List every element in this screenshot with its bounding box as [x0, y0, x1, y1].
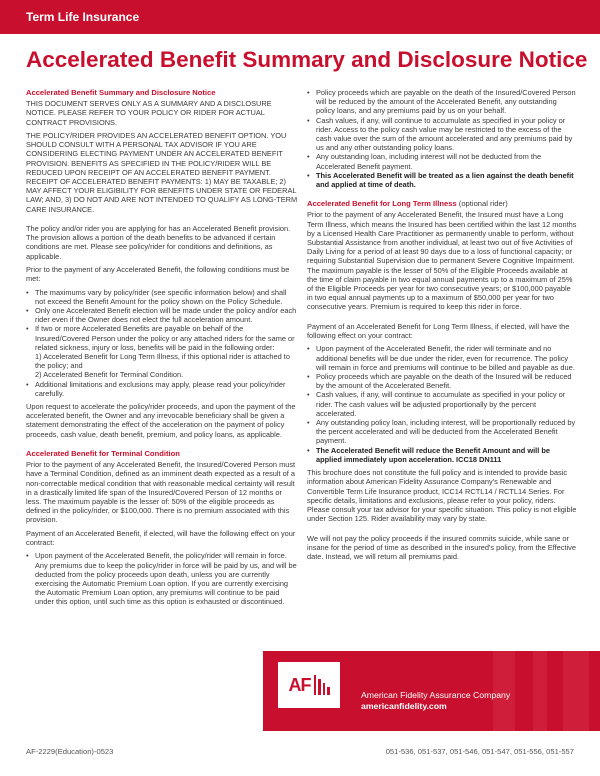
list-item: • Upon payment of the Accelerated Benefit, the policy/rider will remain in force. Any premiums due to keep the policy/rider in force will be paid by us, and will be deducted from the policy proceeds upon death, unless you are currently exercising the Automatic Premium Loan option. If you are currently exercising the Automatic Premium Loan option, any premiums will continue to be paid under this option, until such time as this option is exhausted or discontinued. — [26, 551, 298, 606]
company-name: American Fidelity Assurance Company — [361, 690, 511, 700]
long-term-heading-text: Accelerated Benefit for Long Term Illness — [307, 199, 457, 209]
company-logo — [278, 662, 340, 708]
list-item: • Only one Accelerated Benefit election will be made under the policy and/or each rider even if the Owner does not elect the full acceleration amount. — [26, 306, 298, 324]
banner-stripe — [533, 651, 547, 731]
list-item: • If two or more Accelerated Benefits are payable on behalf of the Insured/Covered Person under the policy or any attached riders for the same or related sickness, injury or loss, benefits will be paid in the following order: 1) Accelerated Benefit for Long Term Illness, if this optional rider is attached to the policy; and 2) Accelerated Benefit for Terminal Condition. — [26, 324, 298, 379]
brochure-paragraph: This brochure does not constitute the full policy and is intended to provide basic information about American Fidelity Assurance Company's Renewable and Convertible Term Life Insurance product, ICC14 RCTL14 / RCTL14 Series. For specific details, limitations and exclusions, please refer to your policy, riders. Please consult your tax advisor for your specific situation. This policy is not eligible under Section 125. Rider availability may vary by state. — [307, 468, 577, 524]
section-heading-summary: Accelerated Benefit Summary and Disclosure Notice — [26, 88, 216, 97]
list-item: • Any outstanding policy loan, including interest, will be proportionally reduced by the percent accelerated and will be deducted from the Accelerated Benefit payment. — [307, 418, 577, 446]
logo-bars-icon — [314, 675, 330, 695]
right-column — [307, 88, 577, 565]
list-item: • Policy proceeds which are payable on the death of the Insured/Covered Person will be reduced by the amount of the Accelerated Benefit, any outstanding policy loans, and any premiums paid by us on your behalf. — [307, 88, 577, 116]
disclaimer-paragraph: THIS DOCUMENT SERVES ONLY AS A SUMMARY AND A DISCLOSURE NOTICE. PLEASE REFER TO YOUR POLICY OR RIDER FOR ACTUAL CONTRACT PROVISIONS. — [26, 99, 272, 127]
list-item: • Additional limitations and exclusions may apply, please read your policy/rider carefully. — [26, 380, 298, 398]
effect-intro: Payment of an Accelerated Benefit, if elected, will have the following effect on your contract: — [26, 528, 296, 548]
header-bar — [0, 0, 600, 34]
left-column — [26, 88, 298, 611]
form-numbers: 051-536, 051-537, 051-546, 051-547, 051-556, 051-557 — [385, 747, 574, 756]
section-heading-terminal: Accelerated Benefit for Terminal Condition — [26, 449, 180, 459]
conditions-intro: Prior to the payment of any Accelerated Benefit, the following conditions must be met: — [26, 265, 290, 284]
tax-notice-paragraph: THE POLICY/RIDER PROVIDES AN ACCELERATED BENEFIT OPTION. YOU SHOULD CONSULT WITH A PERSONAL TAX ADVISOR IF YOU ARE CONSIDERING ELECTING PAYMENT UNDER AN ACCELERATED BENEFIT PROVISION. BENEFITS AS SPECIFIED IN THE POLICY/RIDER WILL BE REDUCED UPON RECEIPT OF AN ACCELERATED BENEFIT PAYMENT. RECEIPT OF ACCELERATED BENEFIT PAYMENTS: 1) MAY BE TAXABLE; 2) MAY AFFECT YOUR ELIGIBILITY FOR BENEFITS UNDER STATE OR FEDERAL LAW; AND, 3) DO NOT AND ARE NOT INTENDED TO QUALIFY AS LONG-TERM CARE INSURANCE. — [26, 131, 298, 214]
banner-stripe — [563, 651, 589, 731]
suicide-clause-paragraph: We will not pay the policy proceeds if the insured commits suicide, while sane or insane for the period of time as described in the insured's policy, from the Effective date. Instead, we will return all premiums paid. — [307, 533, 576, 561]
form-code: AF-2229(Education)-0523 — [26, 747, 114, 756]
optional-rider-note: (optional rider) — [458, 199, 508, 209]
list-item-bold: • This Accelerated Benefit will be treated as a lien against the death benefit and applied at time of death. — [307, 171, 577, 189]
terminal-effects-list-cont — [307, 88, 577, 189]
list-item: • Cash values, if any, will continue to accumulate as specified in your policy or rider. Access to the policy cash value may be restricted to the excess of the cash value over the sum of the amount accelerated and any premiums paid by us and any other outstanding policy loans. — [307, 116, 577, 153]
list-item: • Policy proceeds which are payable on the death of the Insured will be reduced by the amount of the Accelerated Benefit. — [307, 372, 577, 390]
page-title: Accelerated Benefit Summary and Disclosure Notice — [26, 47, 588, 72]
provision-paragraph: The policy and/or rider you are applying for has an Accelerated Benefit provision. The provision allows a portion of the death benefits to be advanced if certain conditions are met. Please see policy/rider for conditions and definitions, as applicable. — [26, 224, 291, 261]
company-url[interactable]: americanfidelity.com — [361, 701, 447, 711]
conditions-list — [26, 288, 298, 398]
statement-paragraph: Upon request to accelerate the policy/rider proceeds, and upon the payment of the accelerated benefit, the Owner and any irrevocable beneficiary shall be given a statement demonstrating the effect of the acceleration on the payment of policy proceeds, cash value, death benefit, premium, and policy loans, as applicable. — [26, 402, 296, 439]
logo-text: AF — [288, 674, 311, 695]
long-term-effect-intro: Payment of an Accelerated Benefit for Long Term Illness, if elected, will have the following effect on your contract: — [307, 321, 570, 341]
list-item: • Cash values, if any, will continue to accumulate as specified in your policy or rider. The cash values will be adjusted proportionally by the percent accelerated. — [307, 390, 577, 418]
brand-info — [361, 690, 510, 712]
product-label: Term Life Insurance — [26, 10, 140, 24]
long-term-paragraph: Prior to the payment of any Accelerated Benefit, the Insured must have a Long Term Illness, which means the Insured has been certified within the last 12 months by a Licensed Health Care Practitioner as permanently unable to perform, without Substantial Assistance from another individual, at least two out of five Activities of Daily Living for a period of at least 90 days due to a loss of functional capacity; or requiring Substantial Supervision due to permanent Severe Cognitive Impairment. The maximum payable is the lesser of 50% of the Eligible Proceeds available at the time of claim payable in two equal annual payments up to a maximum of 25% of the Eligible Proceeds per year for two consecutive years; or $100,000 payable in two equal annual payments up to a maximum of $50,000 per year for two consecutive years. Premium is required to keep this rider in force. — [307, 210, 577, 312]
list-item: • Upon payment of the Accelerated Benefit, the rider will terminate and no additional benefits will be due under the rider, even for recurrence. The policy will remain in force and premiums will continue to be billed and payable as due. — [307, 344, 577, 372]
list-item: • The maximums vary by policy/rider (see specific information below) and shall not exceed the Benefit Amount for the policy shown on the Policy Schedule. — [26, 288, 298, 306]
list-item-bold: • The Accelerated Benefit will reduce the Benefit Amount and will be applied immediately upon acceleration. ICC18 DN111 — [307, 446, 577, 464]
terminal-effects-list — [26, 551, 298, 606]
long-term-effects-list — [307, 344, 577, 464]
terminal-paragraph: Prior to the payment of any Accelerated Benefit, the Insured/Covered Person must have a Terminal Condition, defined as an imminent death expected as a result of a non-correctable medical condition that with reasonable medical certainty will result in a drastically limited life span of the Insured/Covered Person of 12 months or less. The maximum payable is the lesser of: 50% of the eligible proceeds as defined in the policy/rider, or $100,000. There is no premium associated with this provision. — [26, 460, 296, 525]
list-item: • Any outstanding loan, including interest will not be deducted from the Accelerated Benefit payment. — [307, 152, 577, 170]
section-heading-long-term — [307, 199, 577, 208]
